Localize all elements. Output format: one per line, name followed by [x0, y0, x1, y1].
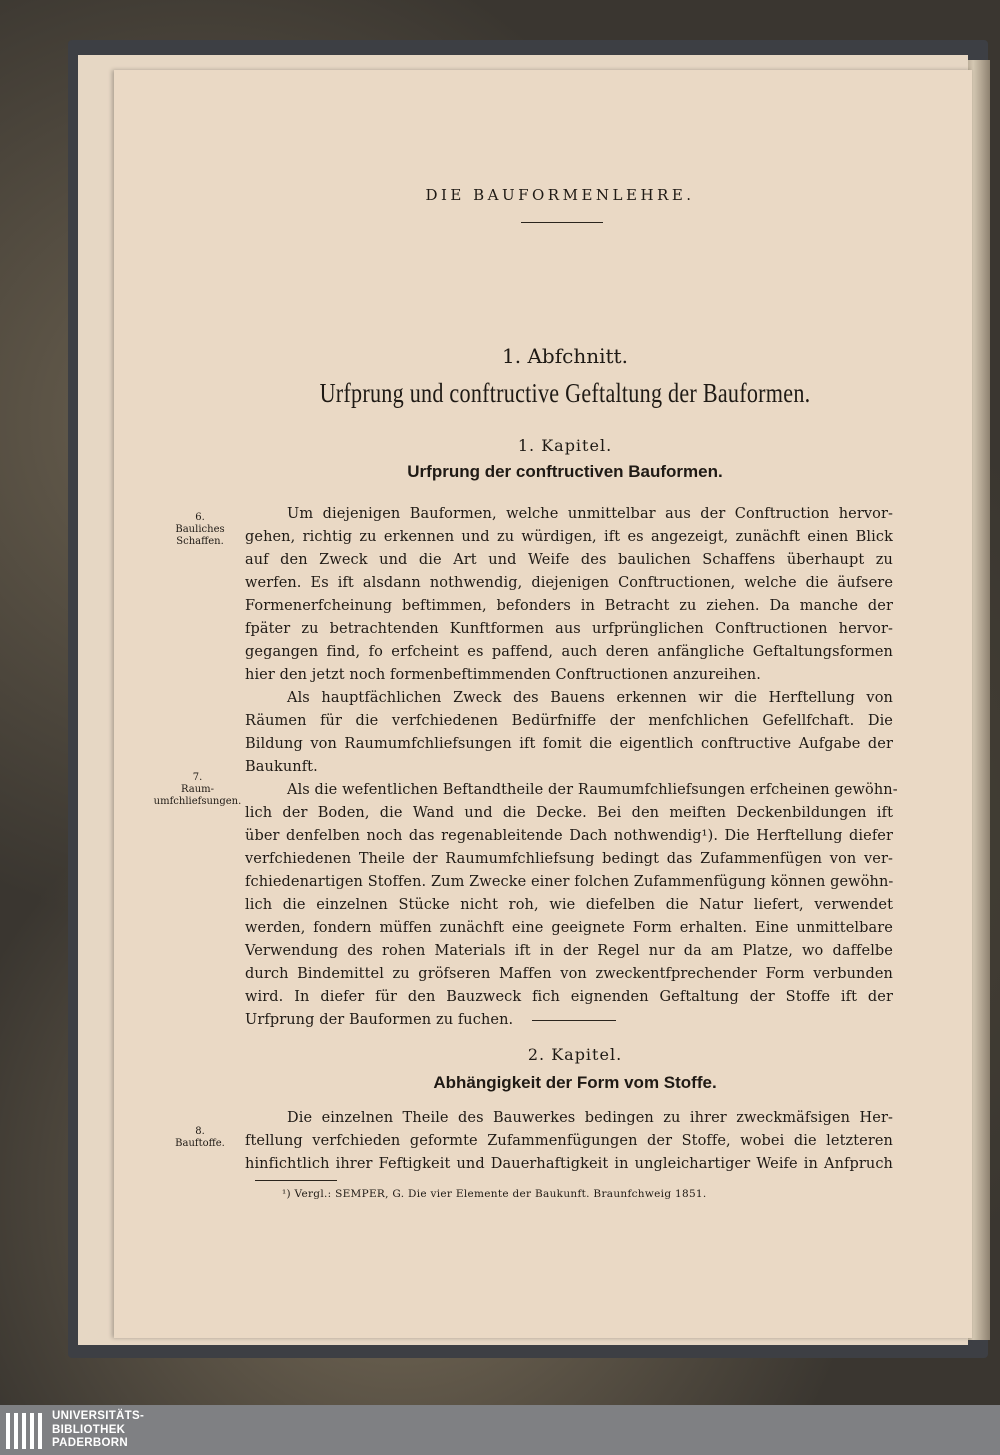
footnote-rule — [255, 1180, 337, 1181]
logo-line: PADERBORN — [52, 1437, 128, 1449]
text-line: Räumen für die verfchiedenen Bedürfniffe der menfchlichen Gefellfchaft. Die — [245, 713, 893, 729]
text-line: ftellung verfchieden geformte Zufammenfügungen der Stoffe, wobei die letzteren — [245, 1133, 893, 1149]
margin-note-text: Bauftoffe. — [175, 1138, 225, 1149]
margin-note-number: 8. — [195, 1126, 205, 1137]
chapter1-number: 1. Kapitel. — [517, 436, 613, 455]
text-line: Als hauptfächlichen Zweck des Bauens erkennen wir die Herftellung von — [287, 690, 893, 706]
chapter2-number: 2. Kapitel. — [527, 1045, 623, 1064]
text-line: Formenerfcheinung beftimmen, befonders in Betracht zu ziehen. Da manche der — [245, 598, 893, 614]
library-logo-text — [52, 1410, 144, 1451]
section-number: 1. Abfchnitt. — [502, 344, 628, 368]
text-line: Die einzelnen Theile des Bauwerkes bedingen zu ihrer zweckmäfsigen Her- — [287, 1110, 893, 1126]
text-line: werfen. Es ift alsdann nothwendig, diejenigen Conftructionen, welche die äufsere — [245, 575, 893, 591]
chapter1-title: Urfprung der conftructiven Bauformen. — [407, 462, 723, 481]
text-line: hinfichtlich ihrer Feftigkeit und Dauerhaftigkeit in ungleichartiger Weife in Anfpruch — [245, 1156, 893, 1172]
head-rule — [521, 222, 603, 223]
margin-note-number: 6. — [195, 512, 205, 523]
text-line: verfchiedenen Theile der Raumumfchliefsung bedingt das Zufammenfügen von ver- — [245, 851, 893, 867]
text-line: fpäter zu betrachtenden Kunftformen aus urfprünglichen Conftructionen hervor- — [245, 621, 893, 637]
library-logo-icon — [6, 1413, 44, 1449]
text-line: über denfelben noch das regenableitende Dach nothwendig¹). Die Herftellung diefer — [245, 828, 893, 844]
chapter-separator-rule — [532, 1020, 616, 1021]
library-footer-bar — [0, 1405, 1000, 1455]
footnote: ¹) Vergl.: SEMPER, G. Die vier Elemente der Baukunft. Braunfchweig 1851. — [282, 1188, 707, 1200]
text-line: Verwendung des rohen Materials ift in der Regel nur da am Platze, wo daffelbe — [245, 943, 893, 959]
text-line: Um diejenigen Bauformen, welche unmittelbar aus der Conftruction hervor- — [287, 506, 893, 522]
section-title: Urfprung und conftructive Geftaltung der Bauformen. — [319, 378, 811, 408]
text-line: Baukunft. — [245, 759, 318, 775]
text-line: Bildung von Raumumfchliefsungen ift fomit die eigentlich conftructive Aufgabe der — [245, 736, 893, 752]
text-line: fchiedenartigen Stoffen. Zum Zwecke einer folchen Zufammenfügung können gewöhn- — [245, 874, 894, 890]
text-line: gegangen find, fo erfcheint es paffend, auch deren anfängliche Geftaltungsformen — [245, 644, 893, 660]
text-line: lich der Boden, die Wand und die Decke. Bei den meiften Deckenbildungen ift — [245, 805, 893, 821]
text-line: hier den jetzt noch formenbeftimmenden Conftructionen anzureihen. — [245, 667, 761, 683]
logo-line: BIBLIOTHEK — [52, 1423, 126, 1436]
text-line: Urfprung der Bauformen zu fuchen. — [245, 1012, 514, 1028]
text-line: Als die wefentlichen Beftandtheile der Raumumfchliefsungen erfcheinen gewöhn- — [287, 782, 898, 798]
margin-note-6 — [155, 512, 245, 548]
margin-note-number: 7. — [192, 772, 203, 783]
text-line: gehen, richtig zu erkennen und zu würdigen, ift es angezeigt, zunächft einen Blick — [245, 529, 893, 545]
text-line: lich die einzelnen Stücke nicht roh, wie diefelben die Natur liefert, verwendet — [245, 897, 893, 913]
text-line: auf den Zweck und die Art und Weife des baulichen Schaffens überhaupt zu — [245, 552, 893, 568]
running-head: DIE BAUFORMENLEHRE. — [425, 186, 695, 204]
logo-line: UNIVERSITÄTS- — [52, 1410, 145, 1422]
text-line: wird. In diefer für den Bauzweck fich eignenden Geftaltung der Stoffe ift der — [245, 989, 893, 1005]
margin-note-text: Raum- umfchliefsungen. — [153, 784, 242, 807]
chapter2-title: Abhängigkeit der Form vom Stoffe. — [433, 1073, 717, 1092]
text-line: durch Bindemittel zu gröfseren Maffen von zweckentfprechender Form verbunden — [245, 966, 893, 982]
text-line: werden, fondern müffen zunächft eine geeignete Form erhalten. Eine unmittelbare — [245, 920, 893, 936]
margin-note-text: Bauliches Schaffen. — [175, 524, 225, 547]
margin-note-7 — [150, 772, 245, 808]
margin-note-8 — [155, 1126, 245, 1150]
